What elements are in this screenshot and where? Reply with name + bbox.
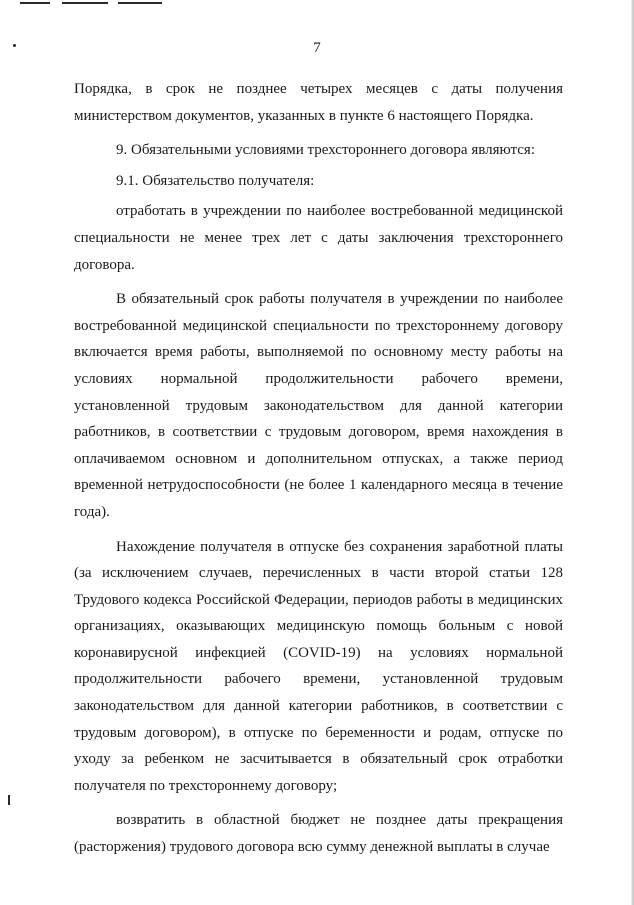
page-number: 7: [313, 40, 321, 56]
paragraph-obligation-return: возвратить в областной бюджет не позднее даты прекращения (расторжения) трудового договора всю сумму денежной выплаты в случае: [74, 812, 563, 856]
paragraph-item-9: 9. Обязательными условиями трехстороннего договора являются:: [116, 142, 535, 159]
paragraph-unpaid-leave: Нахождение получателя в отпуске без сохранения заработной платы (за исключением случаев, перечисленных в части второй статьи 128 Трудового кодекса Российской Федерации, периодов работы в медицинских организациях, оказывающих медицинскую помощь больным с новой коронавирусной инфекцией (COVID-19) на условиях нормальной продолжительности рабочего времени, установленной трудовым законодательством для данной категории работников, в соответствии с трудовым договором), в отпуске по беременности и родам, отпуске по уходу за ребенком не засчитывается в обязательный срок отработки получателя по трехстороннему договору;: [74, 538, 563, 794]
paragraph-obligation-work: отработать в учреждении по наиболее востребованной медицинской специальности не менее трех лет с даты заключения трехстороннего договора.: [74, 203, 563, 273]
scan-artifact-line: [118, 2, 162, 4]
scan-artifact-line: [20, 2, 50, 4]
paragraph-continued: Порядка, в срок не позднее четырех месяцев с даты получения министерством документов, указанных в пункте 6 настоящего Порядка.: [74, 81, 563, 124]
scan-artifact-dot: [8, 795, 10, 805]
scan-artifact-line: [62, 2, 108, 4]
body-text: [74, 76, 563, 869]
paragraph-work-period: В обязательный срок работы получателя в учреждении по наиболее востребованной медицинской специальности по трехстороннему договору включается время работы, выполняемой по основному месту работы на условиях нормальной продолжительности рабочего времени, установленной трудовым законодательством для данной категории работников, в соответствии с трудовым договором, время нахождения в оплачиваемом основном и дополнительном отпусках, а также период временной нетрудоспособности (не более 1 календарного месяца в течение года).: [74, 291, 563, 520]
paragraph-item-9-1: 9.1. Обязательство получателя:: [116, 172, 315, 189]
